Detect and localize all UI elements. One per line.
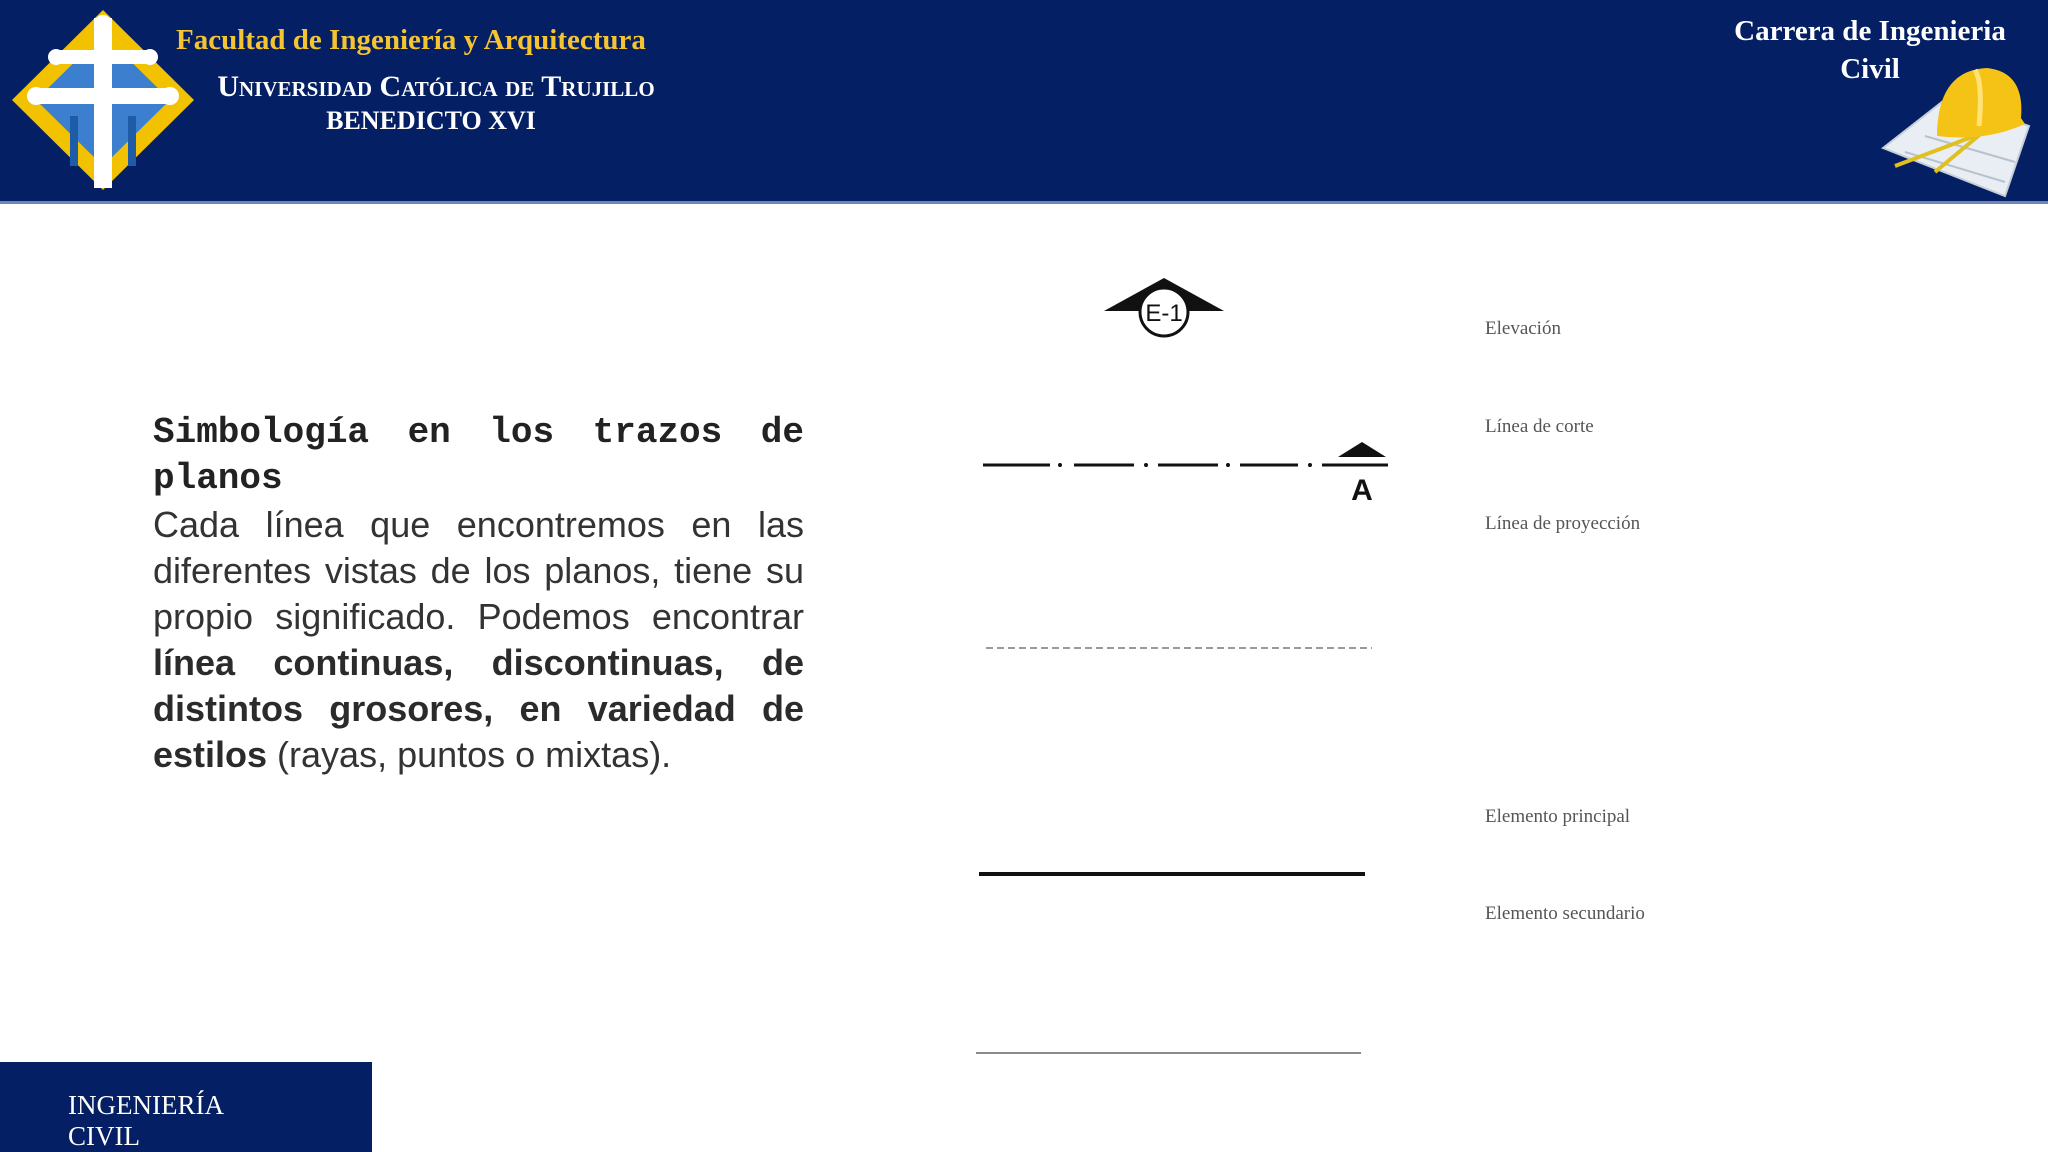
career-line-2: Civil [1840,53,1900,85]
footer-line-1: INGENIERÍA [68,1090,224,1120]
footer-line-2: CIVIL [68,1121,140,1151]
elevation-tag: E-1 [1145,300,1183,327]
cut-line-symbol [983,442,1388,507]
paragraph-end: (rayas, puntos o mixtas). [267,734,672,775]
elevation-symbol [1104,278,1224,336]
label-secondary-element: Elemento secundario [1485,903,1645,924]
label-cut-line: Línea de corte [1485,416,1594,437]
university-subtitle: BENEDICTO XVI [326,106,536,135]
label-elevation: Elevación [1485,318,1561,339]
paragraph-start: Cada línea que encontremos en las diferentes vistas de los planos, tiene su propio significado. Podemos encontrar [153,504,804,637]
faculty-name: Facultad de Ingeniería y Arquitectura [176,24,646,56]
slide-title: Simbología en los trazos de planos [153,412,804,499]
label-projection-line: Línea de proyección [1485,513,1641,534]
footer-label [68,1090,288,1152]
career-line-1: Carrera de Ingenieria [1734,15,2006,47]
university-name: Universidad Católica de Trujillo [217,70,655,103]
label-main-element: Elemento principal [1485,806,1631,827]
section-tag: A [1351,474,1373,507]
paragraph-bold: línea continuas, discontinuas, de distintos grosores, en variedad de estilos [153,642,804,775]
